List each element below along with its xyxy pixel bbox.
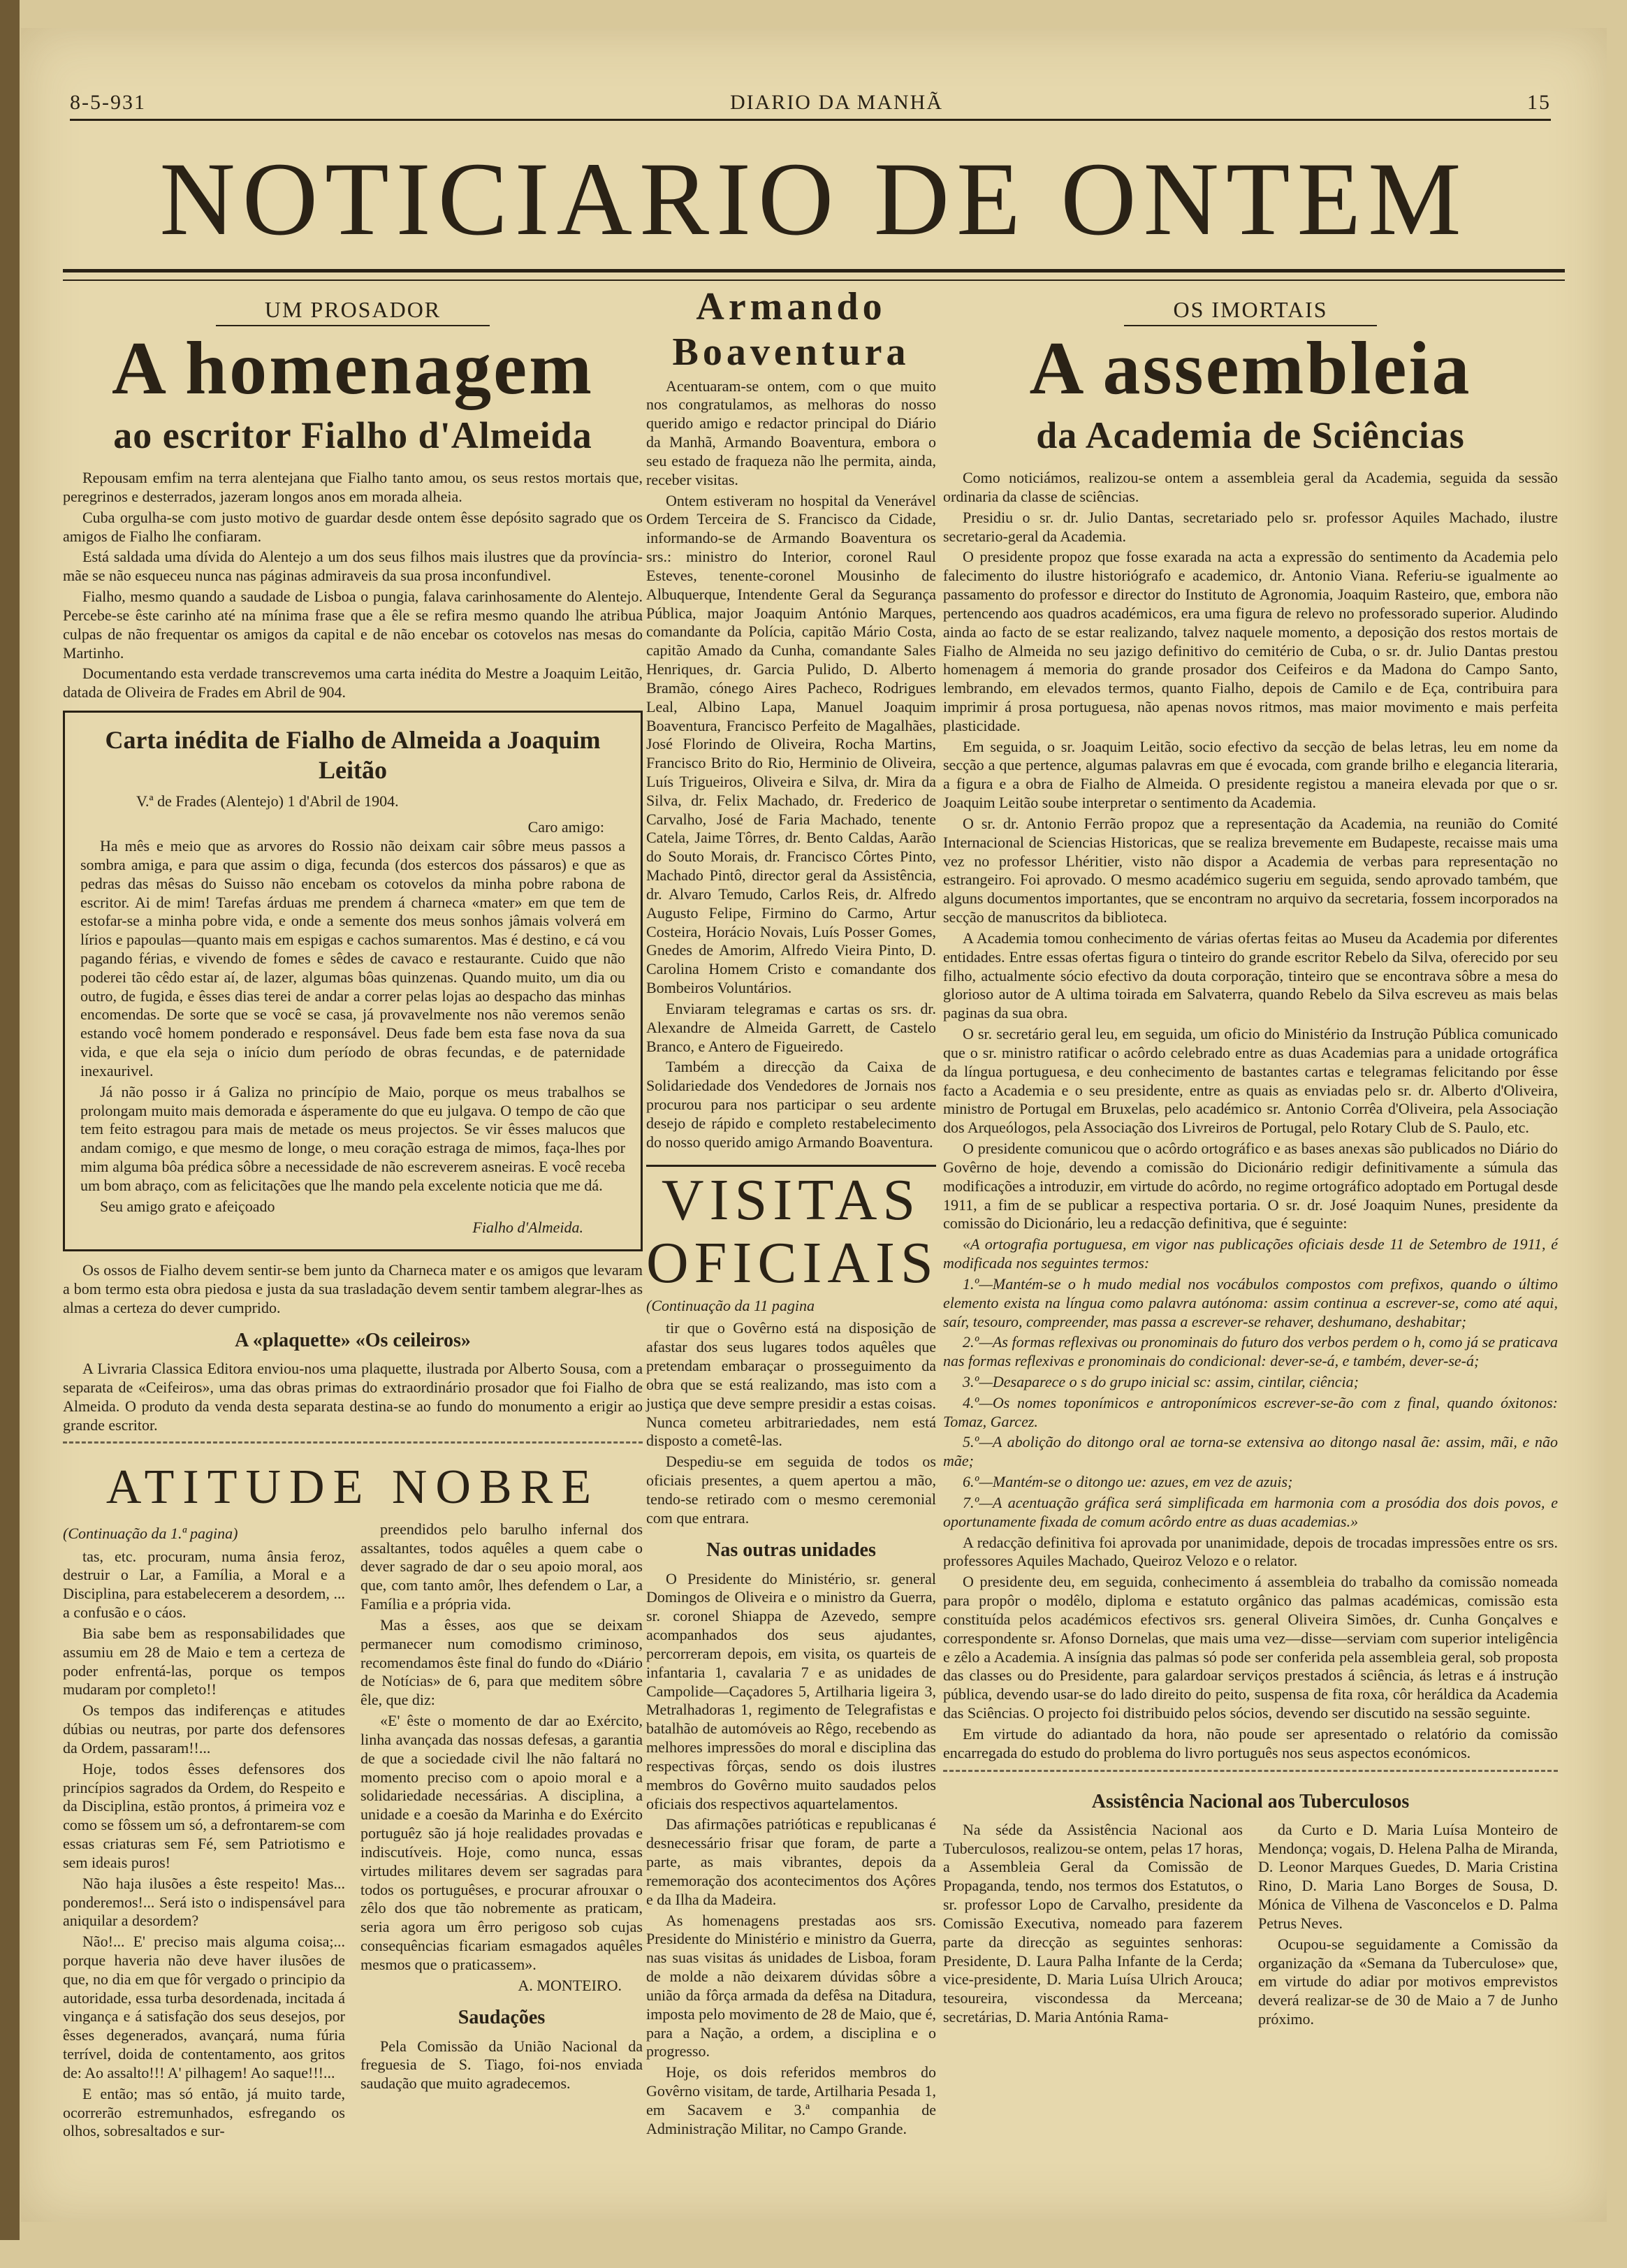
quote-line: 7.º—A acentuação gráfica será simplificada em harmonia com a prosódia dos dois povos, e oportunamente fixada de comum acôrdo entre as duas academias.»: [943, 1493, 1558, 1530]
headline: A homenagem: [112, 327, 594, 411]
left-column: [63, 286, 643, 2143]
paragraph: Fialho, mesmo quando a saudade de Lisboa o pungia, falava carinhosamente do Alentejo. Percebe-se êste carinho até na mínima frase que a êle se refira mesmo quando lhe atribua culpas de não frequentar os amigos da capital e de não encebar os cotovelos nas mesas do Martinho.: [63, 588, 643, 662]
visitas-title-first: VISITAS: [661, 1167, 921, 1233]
paragraph: Das afirmações patrióticas e republicanas é desnecessário frisar que foram, de parte a parte, as mais vibrantes, depois da rememoração dos acontecimentos dos Açôres e da Ilha da Madeira.: [646, 1815, 936, 1908]
letter-closing: Seu amigo grato e afeiçoado: [100, 1197, 275, 1215]
paragraph: Acentuaram-se ontem, com o que muito nos congratulamos, as melhoras do nosso querido amigo e redactor principal do Diário da Manhã, Armando Boaventura, embora o seu estado de fraqueza não lhe permita, ainda, receber visitas.: [646, 377, 936, 488]
header-date: 8-5-931: [70, 91, 146, 114]
divider: [63, 1441, 643, 1451]
paragraph: As homenagens prestadas aos srs. Presidente do Ministério e ministro da Guerra, nas suas visitas ás unidades de Lisboa, foram de molde a não deixarem dúvidas sôbre a união da fôrça armada da defêsa na Ditadura, imposta pelo movimento de 28 de Maio, que é, para a Nação, a ordem, a disciplina e o progresso.: [646, 1911, 936, 2060]
assistencia-title: Assistência Nacional aos Tuberculosos: [1091, 1790, 1410, 1812]
paragraph: «E' êste o momento de dar ao Exército, linha avançada das nossas defesas, a garantia de que a sociedade civil lhe não faltará no momento preciso com o apoio moral e a solidariedade necessárias. A disciplina, a unidade e a coesão da Marinha e do Exército portuguêz são já hoje realidades provadas e indiscutíveis. Hoje, como nunca, essas virtudes militares devem ser sagradas para todos os portuguêses, e procurar afrouxar o zêlo dos que tão nobremente as praticam, seria agora um êrro perigoso sob cujas consequências ficariam esmagados aquêles mesmos que o praticassem».: [360, 1712, 643, 1973]
paragraph: Os ossos de Fialho devem sentir-se bem junto da Charneca mater e os amigos que levaram a bom termo esta obra piedosa e justa da sua trasladação devem sentir tambem alegrar-lhes as almas a certeza do dever cumprido.: [63, 1261, 643, 1317]
paragraph: preendidos pelo barulho infernal dos assaltantes, todos aquêles a quem cabe o dever sagrado de dar o seu apoio moral, aos que, com tanto amôr, lhes defendem o Lar, a Família e a própria vida.: [360, 1520, 643, 1613]
paragraph: Não!... E' preciso mais alguma coisa;... porque haveria não deve haver ilusões de que, no dia em que fôr vergado o principio da autoridade, essa turba desordenada, incitada á vingança e á satisfação dos seus desejos, por êsses degenerados, avançará, numa fúria terrível, doida de contentamento, aos gritos de: Ao assalto!!! A' pilhagem! Ao saque!!!...: [63, 1933, 345, 2081]
boaventura-title-first: Armando: [696, 285, 887, 328]
header-title: DIARIO DA MANHÃ: [729, 91, 943, 114]
right-column: [943, 286, 1558, 2031]
quote-line: 4.º—Os nomes toponímicos e antroponímicos escrever-se-ão com z final, quando óxitonos: Tomaz, Garcez.: [943, 1393, 1558, 1430]
paragraph: Bia sabe bem as responsabilidades que assumiu em 28 de Maio e tem a certeza de poder enfrentá-las, porque os tempos mudaram por completo!!: [63, 1624, 345, 1699]
visitas-title-second: OFICIAIS: [646, 1230, 939, 1295]
paragraph: Também a direcção da Caixa de Solidariedade dos Vendedores de Jornais nos procurou para nos participar o seu ardente desejo de rápido e completo restabelecimento do nosso querido amigo Armando Boaventura.: [646, 1058, 936, 1151]
paragraph: O Presidente do Ministério, sr. general Domingos de Oliveira e o ministro da Guerra, sr. coronel Shiappa de Azevedo, sempre acompanhados dos seus ajudantes, percorreram depois, em visita, os quarteis de infantaria 1, cavalaria 7 e as unidades de Campolide—Caçadores 5, Artilharia ligeira 3, Metralhadoras 1, regimento de Telegrafistas e batalhão de automóveis ao Rêgo, recebendo as melhores impressões do moral e disciplina das respectivas fôrças, sendo os dois ilustres membros do Govêrno muito saudados pelos oficiais dos respectivos aquartelamentos.: [646, 1569, 936, 1812]
paragraph: Enviaram telegramas e cartas os srs. dr. Alexandre de Almeida Garrett, de Castelo Branco, e Antero de Figueiredo.: [646, 999, 936, 1055]
paragraph: Ha mês e meio que as arvores do Rossio não deixam cair sôbre meus passos a sombra amiga, e para que assim o diga, fecunda (dos estercos dos pássaros) e que as pedras das mêsas do Suisso não encebam os cotovelos da minha pobre rabona de escritor. Ai de mim! Tarefas árduas me prendem á charneca «mater» em que tem de estofar-se a minha pobre vida, e onde a semente dos meus sonhos jâmais volverá em lírios e papoulas—quanto mais em espigas e cachos sumarentos. Mas é destino, e cá vou pagando férias, e vivendo de fomes e sêdes de cavaco e restaurante. Cuido que não poderei tão cêdo estar aí, de lazer, algumas bôas quinzenas. Quando muito, um dia ou outro, de fugida, e êsses dias terei de andar a correr pelas lojas ao despacho das minhas encomendas. De sorte que se você se casa, já provavelmente nos não veremos senão estando você homem ponderado e responsável. Deus fade bem esta fase nova da sua vida, e que ela seja o início dum período de obras fecundas, e de paternidade inexaurivel.: [80, 837, 625, 1080]
paragraph: Não haja ilusões a êste respeito! Mas... ponderemos!... Será isto o indispensável para aniquilar a desordem?: [63, 1874, 345, 1930]
paragraph: Na séde da Assistência Nacional aos Tuberculosos, realizou-se ontem, pelas 17 horas, a Assembleia Geral da Comissão de Propaganda, tendo, nos termos dos Estatutos, o sr. professor Lopo de Carvalho, presidente da Comissão Executiva, nomeado para fazerem parte da direcção as seguintes senhoras: Presidente, D. Laura Palha Infante de la Cerda; vice-presidente, D. Maria Luísa Ulrich Arouca; tesoureira, viscondessa da Merceana; secretárias, D. Maria Antónia Rama-: [943, 1820, 1243, 2026]
paragraph: E então; mas só então, já muito tarde, ocorrerão estremunhados, esfregando os olhos, sobresaltados e sur-: [63, 2084, 345, 2140]
letter-greeting: Caro amigo:: [527, 818, 604, 836]
boaventura-title-second: Boaventura: [672, 330, 910, 374]
headline: A assembleia: [1029, 327, 1472, 411]
section-label: OS IMORTAIS: [1124, 297, 1376, 326]
paragraph: Ocupou-se seguidamente a Comissão da organização da «Semana da Tuberculose» que, em virtude do adiar por motivos emprevistos deverá realizar-se de 30 de Maio a 7 de Junho próximo.: [1258, 1935, 1558, 2028]
assistencia-body: [943, 1821, 1558, 2031]
paragraph: da Curto e D. Maria Luísa Monteiro de Mendonça; vogais, D. Helena Palha de Miranda, D. Leonor Marques Guedes, D. Maria Cristina Rino, D. Maria Lano Borges de Sousa, D. Mónica de Vilhena de Vasconcelos e D. Palma Petrus Neves.: [1258, 1820, 1558, 1932]
paragraph: Em virtude do adiantado da hora, não poude ser apresentado o relatório da comissão encarregada do estudo do problema do livro português nos seus aspectos económicos.: [943, 1724, 1558, 1761]
ortografia-quote: [943, 1235, 1558, 1531]
paragraph: O sr. secretário geral leu, em seguida, um oficio do Ministério da Instrução Pública comunicado que o sr. ministro ratificar o acôrdo celebrado entre as duas Academias para a unidade ortográfica da língua portuguesa, e deu conhecimento de bastantes cartas e telegramas felicitando por êsse facto a Academia e o seu presidente, entre as quais as enviadas pelo sr. dr. Alberto d'Oliveira, ministro de Portugal em Bruxelas, pelo académico sr. Antonio Corrêa d'Oliveira, pela Associação dos Arqueólogos, pela Associação dos Livreiros de Portugal, pelo Rotary Club de S. Paulo, etc.: [943, 1025, 1558, 1137]
paragraph: Está saldada uma dívida do Alentejo a um dos seus filhos mais ilustres que da província-mãe se não esqueceu nunca nas páginas admiraveis da sua prosa inconfundivel.: [63, 548, 643, 585]
outras-title: Nas outras unidades: [706, 1539, 876, 1562]
paragraph: Hoje, os dois referidos membros do Govêrno visitam, de tarde, Artilharia Pesada 1, em Sacavem e 3.ª companhia de Administração Militar, no Campo Grande.: [646, 2063, 936, 2137]
atitude-signature: A. MONTEIRO.: [518, 1976, 622, 1994]
continuation-note: (Continuação da 1.ª pagina): [63, 1524, 238, 1542]
quote-line: «A ortografia portuguesa, em vigor nas publicações oficiais desde 11 de Setembro de 1911, é modificada nos seguintes termos:: [943, 1235, 1558, 1272]
quote-line: 6.º—Mantém-se o ditongo ue: azues, em vez de azuis;: [963, 1473, 1293, 1491]
paragraph: A Livraria Classica Editora enviou-nos uma plaquette, ilustrada por Alberto Sousa, com a separata de «Ceifeiros», uma das obras primas do extraordinário prosador que foi Fialho de Almeida. O produto da venda desta separata destina-se ao fundo do monumento a erigir ao grande escritor.: [63, 1360, 643, 1434]
divider: [943, 1770, 1558, 1779]
paragraph: Hoje, todos êsses defensores dos princípios sagrados da Ordem, do Respeito e da Disciplina, estão prontos, á primeira voz e como se fôssem um só, a defrontarem-se com essas criaturas sem Fé, sem Patriotismo e sem ideais puros!: [63, 1759, 345, 1871]
paragraph: Os tempos das indiferenças e atitudes dúbias ou neutras, por parte dos defensores da Ordem, passaram!!...: [63, 1701, 345, 1757]
paragraph: Mas a êsses, aos que se deixam permanecer num comodismo criminoso, recomendamos êste final do fundo do «Diário de Notícias» de 6, para que meditem sôbre êle, que diz:: [360, 1615, 643, 1709]
paragraph: Cuba orgulha-se com justo motivo de guardar desde ontem êsse depósito sagrado que os amigos de Fialho lhe confiaram.: [63, 508, 643, 545]
quote-line: 3.º—Desaparece o s do grupo inicial sc: assim, cintilar, ciência;: [963, 1372, 1359, 1390]
paragraph: tir que o Govêrno está na disposição de afastar dos seus lugares todos aquêles que pretendam embaraçar o prosseguimento da obra que se está realizando, mas isto com a justiça que deve sempre presidir a estas coisas. Nunca cometeu arbitrariedades, nem está disposto a cometê-las.: [646, 1319, 936, 1450]
atitude-col-b: [360, 1520, 643, 2144]
atitude-body: [63, 1520, 643, 2144]
atitude-col-a: [63, 1520, 345, 2144]
paragraph: Repousam emfim na terra alentejana que Fialho tanto amou, os seus restos mortais que, peregrinos e desterrados, jazeram longos anos em morada alheia.: [63, 469, 643, 505]
continuation-note: (Continuação da 11 pagina: [646, 1296, 815, 1314]
middle-column: [646, 285, 939, 2140]
paragraph: O presidente comunicou que o acôrdo ortográfico e as bases anexas são publicados no Diário do Govêrno de hoje, devendo a comissão do Dicionário redigir definitivamente a súmula das modificações a introduzir, em virtude do acôrdo, no regime ortográfico adoptado em Portugal desde 1911, a fim de se publicar a respectiva portaria. O sr. dr. José Joaquim Nunes, presidente da comissão do Dicionário, leu a redacção definitiva, que é seguinte:: [943, 1140, 1558, 1233]
quote-line: 5.º—A abolição do ditongo oral ae torna-se extensiva ao ditongo nasal ãe: assim, mãi, e não mãe;: [943, 1433, 1558, 1470]
quote-line: 2.º—As formas reflexivas ou pronominais do futuro dos verbos perdem o h, como já se praticava nas formas reflexivas e pronominais do condicional: dever-se-á, e também, dever-se-á;: [943, 1333, 1558, 1370]
divider: [646, 1165, 936, 1167]
letter-signature: Fialho d'Almeida.: [472, 1218, 583, 1236]
paragraph: Ontem estiveram no hospital da Venerável Ordem Terceira de S. Francisco da Cidade, informando-se de Armando Boaventura os srs.: ministro do Interior, coronel Raul Esteves, tenente-coronel Mousinho de Albuquerque, Intendente Geral da Segurança Pública, major Joaquim António Marques, comandante da Polícia, capitão Mário Costa, capitão Amado da Cunha, comandante Sales Henriques, dr. Garcia Pulido, D. Alberto Bramão, cónego Aires Pacheco, Rodrigues Leal, Albino Lapa, Manuel Joaquim Boaventura, Francisco Perfeito de Magalhães, José Florindo de Oliveira, Rocha Martins, Francisco Brito do Rio, Herminio de Oliveira, Luís Trigueiros, Oliveira e Silva, dr. Mira da Silva, dr. Felix Machado, dr. Frederico de Carvalho, José de Faria Machado, tenente Catela, Jaime Tôrres, dr. Bento Caldas, Aarão do Souto Morais, dr. Francisco Côrtes Pinto, Machado Pintô, director geral da Assistência, dr. Alvaro Temudo, Carlos Reis, dr. Alfredo Augusto Felipe, Firmino do Carmo, Artur Costeira, Horácio Novais, Luís Posser Gomes, Gnedes de Amorim, Alfredo Vieira Pinto, D. Carolina Homem Cristo e comandante dos Bombeiros Voluntários.: [646, 491, 936, 997]
paragraph: Em seguida, o sr. Joaquim Leitão, socio efectivo da secção de belas letras, leu em nome da secção a que pertence, algumas palavras em que é evocada, com grande brilho e elegancia literaria, a figura e a obra de Fialho de Almeida. O presidente registou a maneira elevada por que o sr. Joaquim Leitão soube interpretar o sentimento da Academia.: [943, 737, 1558, 812]
paragraph: Pela Comissão da União Nacional da freguesia de S. Tiago, foi-nos enviada saudação que muito agradecemos.: [360, 2037, 643, 2093]
subheadline: da Academia de Sciências: [1036, 414, 1465, 457]
plaquette-title: A «plaquette» «Os ceileiros»: [235, 1329, 471, 1351]
subheadline: ao escritor Fialho d'Almeida: [113, 414, 592, 457]
paragraph: O sr. dr. Antonio Ferrão propoz que a representação da Academia, na reunião do Comité Internacional de Sciencias Historicas, que se realiza brevemente em Budapeste, recaisse mais uma vez no professor Lhéritier, visto não dispor a Academia de verbas para representação no estrangeiro. Foi aprovado. O mesmo académico sugeriu em seguida, sendo aprovado também, que alguns documentos importantes, que se encontram no arquivo da secretaria, fossem incorporados na secção de manuscritos da biblioteca.: [943, 814, 1558, 926]
paragraph: Já não posso ir á Galiza no princípio de Maio, porque os meus trabalhos se prolongam muito mais demorada e ásperamente do que eu julgava. O tempo de cão que tem feito estragou para mais de metade os meus projectos. Se vir êsses malucos que andam comigo, e que mesmo de longe, o meu coração estraga de mimos, faça-lhes por mim alguma bôa prédica sôbre a necessidade de não escreverem asneiras. E você receba um bom abraço, com as felicitações que lhe mando pela excelente noticia que me dá.: [80, 1082, 625, 1194]
quote-line: 1.º—Mantém-se o h mudo medial nos vocábulos compostos com prefixos, quando o último elemento exista na língua como palavra autónoma: assim continua a escrever-se, como até aqui, saír, tesouro, compreender, mas passa a escrever-se rehaver, deshumano, deshabitar;: [943, 1274, 1558, 1330]
paragraph: O presidente propoz que fosse exarada na acta a expressão do sentimento da Academia pelo falecimento do ilustre historiógrafo e academico, dr. Antonio Viana. Referiu-se igualmente ao passamento do professor e director do Instituto de Agronomia, Joaquim Rasteiro, que, embora não pertencendo aos quadros académicos, era uma figura de relevo no professorado superior. Aludindo ainda ao facto de se estar realizando, talvez naquele momento, a deposição dos restos mortais de Fialho de Almeida no seu jazigo definitivo do cemitério de Cuba, o sr. dr. Julio Dantas prestou homenagem á memoria do grande prosador dos Ceifeiros e da Madona do Campo Santo, lembrando, em elevados termos, quanto Fialho, depois de Camilo e de Eça, contribuira para imprimir á prosa portuguesa, não apenas novos ritmos, mas maior movimento e mais perfeita plasticidade.: [943, 548, 1558, 734]
paragraph: Documentando esta verdade transcrevemos uma carta inédita do Mestre a Joaquim Leitão, datada de Oliveira de Frades em Abril de 904.: [63, 664, 643, 702]
header-page-number: 15: [1526, 91, 1551, 114]
letter-date: V.ª de Frades (Alentejo) 1 d'Abril de 1904.: [136, 792, 399, 810]
newspaper-page: [21, 28, 1607, 2222]
page-edge: [0, 0, 20, 2240]
assistencia-col-a: [943, 1821, 1243, 2031]
page-header: [70, 91, 1551, 121]
paragraph: A Academia tomou conhecimento de várias ofertas feitas ao Museu da Academia por diferentes entidades. Entre essas ofertas figura o tinteiro do grande escritor Rebelo da Silva, oferecido por seu filho, actualmente sócio efectivo da douta corporação, tinteiro que se encontrava sôbre a mesa do glorioso autor de A ultima toirada em Salvaterra, quando Rebelo da Silva escreveu as mais belas paginas da sua obra.: [943, 929, 1558, 1022]
letter-title: Carta inédita de Fialho de Almeida a Joaquim Leitão: [105, 726, 601, 785]
paragraph: Como noticiámos, realizou-se ontem a assembleia geral da Academia, seguida da sessão ordinaria da classe de sciências.: [943, 469, 1558, 505]
atitude-title: ATITUDE NOBRE: [105, 1460, 600, 1515]
paragraph: tas, etc. procuram, numa ânsia feroz, destruir o Lar, a Família, a Moral e a Disciplina, para estabelecerem a desordem, ... a confusão e o cáos.: [63, 1547, 345, 1622]
paragraph: Presidiu o sr. dr. Julio Dantas, secretariado pelo sr. professor Aquiles Machado, ilustre secretario-geral da Academia.: [943, 508, 1558, 545]
paragraph: A redacção definitiva foi aprovada por unanimidade, depois de trocadas impressões entre os srs. professores Aquiles Machado, Queiroz Velozo e o relator.: [943, 1533, 1558, 1570]
assistencia-col-b: [1258, 1821, 1558, 2031]
saudacoes-title: Saudações: [458, 2007, 546, 2029]
paragraph: O presidente deu, em seguida, conhecimento á assembleia do trabalho da comissão nomeada para propôr o modêlo, diploma e estatuto orgânico das palmas académicas, comissão esta constituída pelos académicos efectivos srs. general Oliveira Simões, dr. Cunha Gonçalves e correspondente sr. Afonso Dornelas, que mais uma vez—disse—serviam com superior inteligência e zêlo a Academia. A insígnia das palmas só pode ser conferida pela assembleia geral, sob proposta das classes ou do Presidente, para galardoar serviços prestados á sciência, ás letras e á instrução pública, devendo usar-se do lado direito do peito, suspensa de fita roxa, côr heráldica da Academia das Sciências. O projecto foi distribuido pelos sócios, devendo ser discutido na sessão seguinte.: [943, 1573, 1558, 1722]
paragraph: Despediu-se em seguida de todos os oficiais presentes, a quem apertou a mão, tendo-se retirado com o mesmo ceremonial com que entrara.: [646, 1453, 936, 1527]
banner-rule: [63, 269, 1565, 281]
section-label: UM PROSADOR: [216, 297, 490, 326]
letter-box: [63, 711, 643, 1251]
banner-title: NOTICIARIO DE ONTEM: [159, 141, 1468, 257]
